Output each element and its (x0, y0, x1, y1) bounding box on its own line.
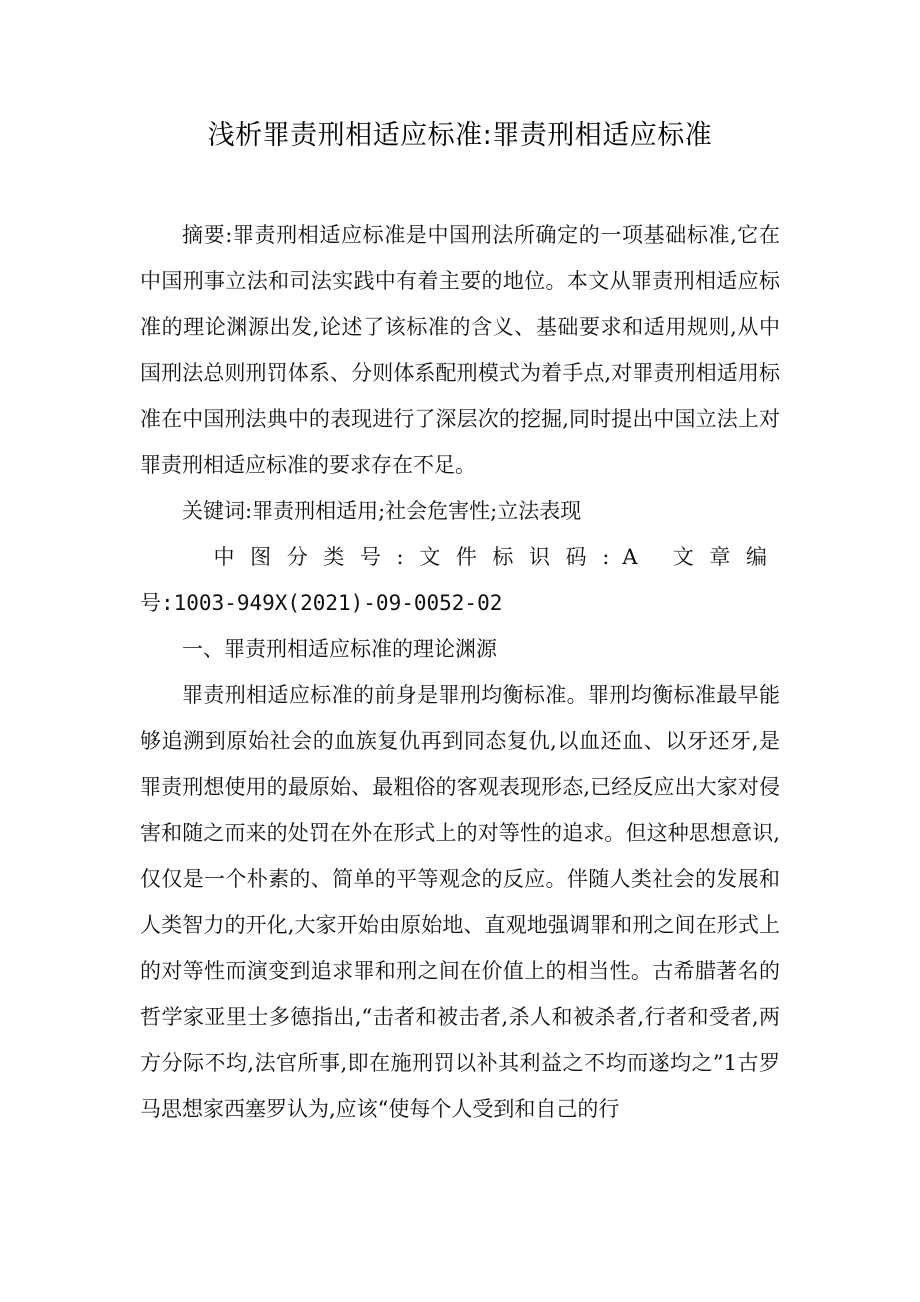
section-heading: 一、罪责刑相适应标准的理论渊源 (182, 637, 497, 661)
document-body (140, 212, 780, 1132)
abstract-paragraph: 摘要:罪责刑相适应标准是中国刑法所确定的一项基础标准,它在中国刑事立法和司法实践中有着主要的地位。本文从罪责刑相适应标准的理论渊源出发,论述了该标准的含义、基础要求和适用规则,从中国刑法总则刑罚体系、分则体系配刑模式为着手点,对罪责刑相适用标准在中国刑法典中的表现进行了深层次的挖掘,同时提出中国立法上对罪责刑相适应标准的要求存在不足。 (140, 223, 780, 477)
classification-tail: 号:1003-949X(2021)-09-0052-02 (140, 591, 503, 615)
keywords-paragraph: 关键词:罪责刑相适用;社会危害性;立法表现 (182, 499, 582, 523)
body-paragraph: 罪责刑相适应标准的前身是罪刑均衡标准。罪刑均衡标准最早能够追溯到原始社会的血族复仇再到同态复仇,以血还血、以牙还牙,是罪责刑想使用的最原始、最粗俗的客观表现形态,已经反应出大家对侵害和随之而来的处罚在外在形式上的对等性的追求。但这种思想意识,仅仅是一个朴素的、简单的平等观念的反应。伴随人类社会的发展和人类智力的开化,大家开始由原始地、直观地强调罪和刑之间在形式上的对等性而演变到追求罪和刑之间在价值上的相当性。古希腊著名的哲学家亚里士多德指出,“击者和被击者,杀人和被杀者,行者和受者,两方分际不均,法官所事,即在施刑罚以补其利益之不均而遂均之”1古罗马思想家西塞罗认为,应该“使每个人受到和自己的行 (140, 683, 780, 1121)
classification-lead: 中图分类号:文件标识码:A 文章编 (213, 545, 780, 569)
document-title: 浅析罪责刑相适应标准:罪责刑相适应标准 (207, 120, 713, 151)
classification-paragraph (140, 534, 780, 626)
